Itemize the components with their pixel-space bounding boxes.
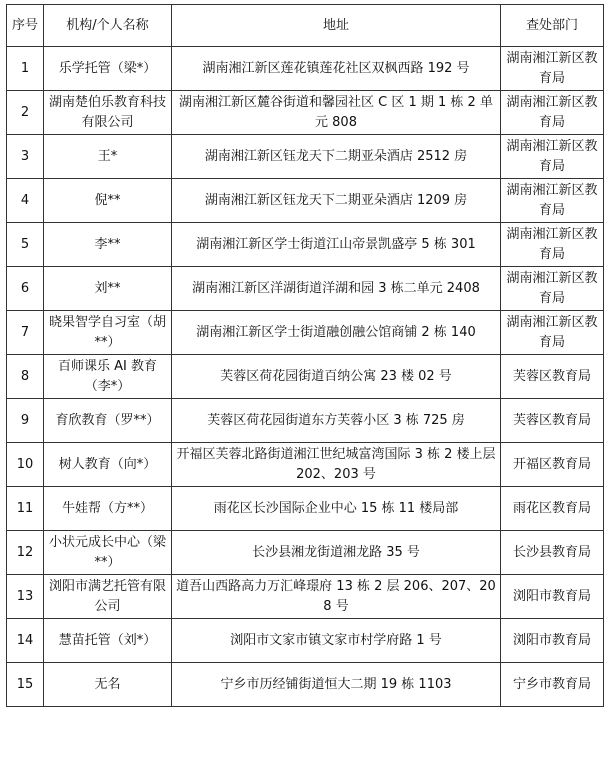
header-address: 地址 — [172, 5, 501, 47]
table-row — [7, 531, 604, 575]
row-name-cell: 晓果智学自习室（胡**） — [44, 311, 172, 355]
row-name-cell: 小状元成长中心（梁**） — [44, 531, 172, 575]
table-row — [7, 487, 604, 531]
row-no-cell: 6 — [7, 267, 44, 311]
row-name-cell: 浏阳市满艺托管有限公司 — [44, 575, 172, 619]
header-row — [7, 5, 604, 47]
row-name-cell: 乐学托管（梁*） — [44, 47, 172, 91]
row-dept-cell: 湖南湘江新区教育局 — [501, 267, 604, 311]
table-row — [7, 399, 604, 443]
row-dept-cell: 湖南湘江新区教育局 — [501, 135, 604, 179]
row-address-cell: 宁乡市历经铺街道恒大二期 19 栋 1103 — [172, 663, 501, 707]
table-row — [7, 135, 604, 179]
row-address-cell: 湖南湘江新区洋湖街道洋湖和园 3 栋二单元 2408 — [172, 267, 501, 311]
row-dept-cell: 湖南湘江新区教育局 — [501, 311, 604, 355]
row-no-cell: 8 — [7, 355, 44, 399]
row-no-cell: 9 — [7, 399, 44, 443]
table-row — [7, 619, 604, 663]
row-dept-cell: 开福区教育局 — [501, 443, 604, 487]
row-no-cell: 4 — [7, 179, 44, 223]
row-address-cell: 湖南湘江新区钰龙天下二期亚朵酒店 2512 房 — [172, 135, 501, 179]
row-no-cell: 1 — [7, 47, 44, 91]
row-name-cell: 育欣教育（罗**） — [44, 399, 172, 443]
row-dept-cell: 湖南湘江新区教育局 — [501, 47, 604, 91]
table-row — [7, 311, 604, 355]
row-address-cell: 湖南湘江新区钰龙天下二期亚朵酒店 1209 房 — [172, 179, 501, 223]
row-name-cell: 无名 — [44, 663, 172, 707]
row-dept-cell: 浏阳市教育局 — [501, 619, 604, 663]
row-address-cell: 长沙县湘龙街道湘龙路 35 号 — [172, 531, 501, 575]
row-address-cell: 湖南湘江新区莲花镇莲花社区双枫西路 192 号 — [172, 47, 501, 91]
row-no-cell: 2 — [7, 91, 44, 135]
table-row — [7, 91, 604, 135]
row-address-cell: 道吾山西路高力万汇峰璟府 13 栋 2 层 206、207、208 号 — [172, 575, 501, 619]
row-address-cell: 湖南湘江新区学士街道江山帝景凯盛亭 5 栋 301 — [172, 223, 501, 267]
table-row — [7, 443, 604, 487]
table-row — [7, 179, 604, 223]
row-name-cell: 牛娃帮（方**） — [44, 487, 172, 531]
row-no-cell: 7 — [7, 311, 44, 355]
row-no-cell: 15 — [7, 663, 44, 707]
row-dept-cell: 湖南湘江新区教育局 — [501, 179, 604, 223]
row-address-cell: 浏阳市文家市镇文家市村学府路 1 号 — [172, 619, 501, 663]
row-address-cell: 湖南湘江新区学士街道融创融公馆商铺 2 栋 140 — [172, 311, 501, 355]
row-dept-cell: 浏阳市教育局 — [501, 575, 604, 619]
row-name-cell: 李** — [44, 223, 172, 267]
row-name-cell: 刘** — [44, 267, 172, 311]
row-no-cell: 12 — [7, 531, 44, 575]
row-address-cell: 芙蓉区荷花园街道百纳公寓 23 楼 02 号 — [172, 355, 501, 399]
table-row — [7, 223, 604, 267]
row-no-cell: 11 — [7, 487, 44, 531]
row-dept-cell: 长沙县教育局 — [501, 531, 604, 575]
row-no-cell: 13 — [7, 575, 44, 619]
row-dept-cell: 湖南湘江新区教育局 — [501, 223, 604, 267]
row-no-cell: 14 — [7, 619, 44, 663]
table-row — [7, 663, 604, 707]
row-no-cell: 10 — [7, 443, 44, 487]
row-name-cell: 王* — [44, 135, 172, 179]
row-no-cell: 3 — [7, 135, 44, 179]
row-name-cell: 树人教育（向*） — [44, 443, 172, 487]
row-dept-cell: 雨花区教育局 — [501, 487, 604, 531]
header-no: 序号 — [7, 5, 44, 47]
row-dept-cell: 芙蓉区教育局 — [501, 399, 604, 443]
row-name-cell: 倪** — [44, 179, 172, 223]
row-dept-cell: 湖南湘江新区教育局 — [501, 91, 604, 135]
row-address-cell: 开福区芙蓉北路街道湘江世纪城富湾国际 3 栋 2 楼上层 202、203 号 — [172, 443, 501, 487]
row-address-cell: 芙蓉区荷花园街道东方芙蓉小区 3 栋 725 房 — [172, 399, 501, 443]
row-name-cell: 慧苗托管（刘*） — [44, 619, 172, 663]
row-name-cell: 百师课乐 AI 教育（李*） — [44, 355, 172, 399]
row-name-cell: 湖南楚伯乐教育科技有限公司 — [44, 91, 172, 135]
table-row — [7, 267, 604, 311]
table-row — [7, 355, 604, 399]
row-dept-cell: 芙蓉区教育局 — [501, 355, 604, 399]
table-row — [7, 575, 604, 619]
row-address-cell: 湖南湘江新区麓谷街道和馨园社区 C 区 1 期 1 栋 2 单元 808 — [172, 91, 501, 135]
records-table — [6, 4, 604, 707]
header-name: 机构/个人名称 — [44, 5, 172, 47]
header-dept: 查处部门 — [501, 5, 604, 47]
table-row — [7, 47, 604, 91]
row-no-cell: 5 — [7, 223, 44, 267]
row-address-cell: 雨花区长沙国际企业中心 15 栋 11 楼局部 — [172, 487, 501, 531]
row-dept-cell: 宁乡市教育局 — [501, 663, 604, 707]
